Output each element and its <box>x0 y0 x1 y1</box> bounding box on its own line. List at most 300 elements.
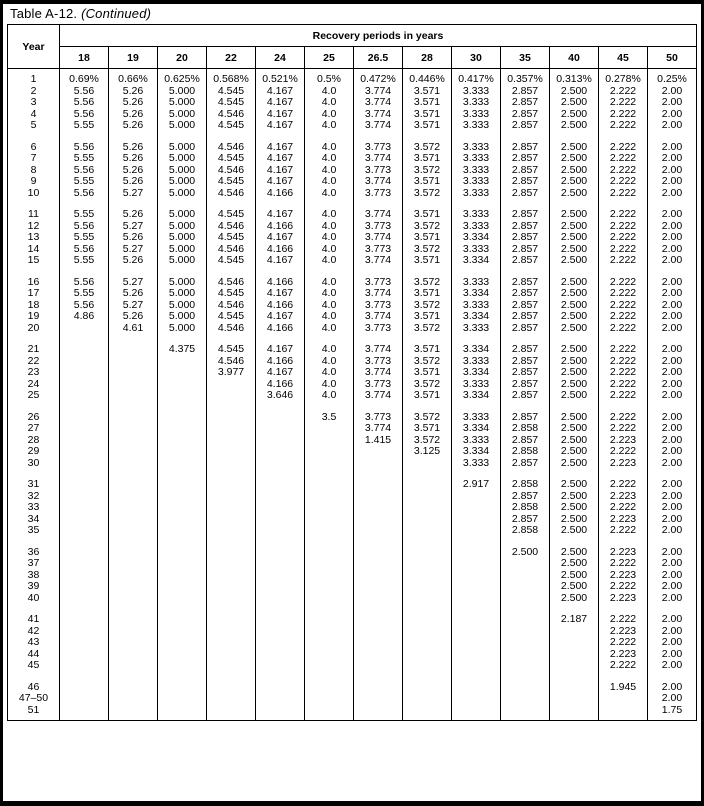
rate-cell <box>109 344 158 356</box>
rate-cell: 2.223 <box>599 626 648 638</box>
column-header-row <box>8 47 697 69</box>
table-row-year-17 <box>8 288 697 300</box>
spacer-cell <box>256 199 305 209</box>
rate-cell: 5.56 <box>60 244 109 256</box>
table-header <box>8 25 697 69</box>
rate-cell: 5.55 <box>60 153 109 165</box>
rate-cell: 2.222 <box>599 367 648 379</box>
rate-cell: 2.857 <box>501 300 550 312</box>
rate-cell: 2.00 <box>648 300 697 312</box>
rate-cell <box>403 593 452 605</box>
rate-cell: 1.945 <box>599 682 648 694</box>
rate-cell <box>60 682 109 694</box>
year-cell: 40 <box>8 593 60 605</box>
rate-cell: 2.223 <box>599 491 648 503</box>
rate-cell <box>60 367 109 379</box>
table-row-year-15 <box>8 255 697 267</box>
spacer-cell <box>550 199 599 209</box>
table-row-year-9 <box>8 176 697 188</box>
rate-cell: 3.774 <box>354 176 403 188</box>
spacer-cell <box>60 469 109 479</box>
rate-cell: 3.774 <box>354 97 403 109</box>
spacer-cell <box>599 604 648 614</box>
rate-cell <box>158 693 207 705</box>
rate-cell: 2.00 <box>648 637 697 649</box>
rate-cell: 3.572 <box>403 356 452 368</box>
rate-cell: 5.26 <box>109 120 158 132</box>
rate-cell: 2.00 <box>648 97 697 109</box>
rate-cell <box>403 705 452 721</box>
rate-cell: 2.00 <box>648 446 697 458</box>
rate-cell: 4.546 <box>207 221 256 233</box>
spacer-cell <box>648 604 697 614</box>
rate-cell: 2.857 <box>501 458 550 470</box>
rate-cell <box>60 412 109 424</box>
rate-cell: 0.5% <box>305 69 354 86</box>
rate-cell <box>109 593 158 605</box>
rate-cell: 4.545 <box>207 311 256 323</box>
rate-cell <box>256 423 305 435</box>
rate-cell <box>109 558 158 570</box>
rate-cell: 4.0 <box>305 120 354 132</box>
rate-cell: 4.166 <box>256 379 305 391</box>
rate-cell: 3.571 <box>403 390 452 402</box>
rate-cell: 2.857 <box>501 255 550 267</box>
table-row-year-6 <box>8 142 697 154</box>
rate-cell: 5.56 <box>60 188 109 200</box>
rate-cell <box>354 558 403 570</box>
rate-cell: 3.333 <box>452 244 501 256</box>
rate-cell <box>207 525 256 537</box>
spacer-cell <box>109 267 158 277</box>
rate-cell <box>207 649 256 661</box>
rate-cell <box>256 649 305 661</box>
rate-cell <box>256 547 305 559</box>
rate-cell: 3.572 <box>403 300 452 312</box>
rate-cell: 2.222 <box>599 209 648 221</box>
rate-cell: 2.00 <box>648 514 697 526</box>
rate-cell <box>256 626 305 638</box>
year-cell: 26 <box>8 412 60 424</box>
rate-cell: 2.500 <box>550 300 599 312</box>
group-header-row <box>8 25 697 47</box>
rate-cell: 0.357% <box>501 69 550 86</box>
year-cell: 20 <box>8 323 60 335</box>
rate-cell <box>60 446 109 458</box>
rate-cell: 2.500 <box>550 502 599 514</box>
rate-cell <box>109 502 158 514</box>
rate-cell <box>60 693 109 705</box>
rate-cell: 2.500 <box>550 153 599 165</box>
rate-cell: 2.500 <box>550 435 599 447</box>
rate-cell: 4.167 <box>256 153 305 165</box>
rate-cell <box>403 637 452 649</box>
rate-cell: 3.333 <box>452 412 501 424</box>
rate-cell: 2.00 <box>648 323 697 335</box>
year-cell: 31 <box>8 479 60 491</box>
rate-cell: 3.334 <box>452 390 501 402</box>
year-cell: 19 <box>8 311 60 323</box>
year-cell: 18 <box>8 300 60 312</box>
rate-cell: 0.417% <box>452 69 501 86</box>
rate-cell: 5.26 <box>109 255 158 267</box>
rate-cell: 2.222 <box>599 165 648 177</box>
rate-cell: 2.858 <box>501 446 550 458</box>
year-cell: 47–50 <box>8 693 60 705</box>
rate-cell: 5.56 <box>60 109 109 121</box>
rate-cell: 2.00 <box>648 356 697 368</box>
year-cell: 37 <box>8 558 60 570</box>
year-cell: 41 <box>8 614 60 626</box>
rate-cell: 2.500 <box>550 356 599 368</box>
spacer-cell <box>648 672 697 682</box>
rate-cell: 5.000 <box>158 232 207 244</box>
rate-cell <box>305 660 354 672</box>
spacer-row <box>8 604 697 614</box>
rate-cell: 5.000 <box>158 288 207 300</box>
rate-cell <box>109 423 158 435</box>
rate-cell: 5.000 <box>158 97 207 109</box>
column-header-45: 45 <box>599 47 648 69</box>
rate-cell: 3.572 <box>403 244 452 256</box>
rate-cell: 2.222 <box>599 288 648 300</box>
rate-cell: 5.26 <box>109 97 158 109</box>
rate-cell: 4.0 <box>305 165 354 177</box>
rate-cell <box>207 705 256 721</box>
rate-cell <box>158 705 207 721</box>
rate-cell: 3.571 <box>403 176 452 188</box>
rate-cell <box>60 435 109 447</box>
rate-cell: 2.222 <box>599 323 648 335</box>
rate-cell: 3.774 <box>354 232 403 244</box>
spacer-cell <box>452 267 501 277</box>
rate-cell <box>256 637 305 649</box>
rate-cell <box>158 514 207 526</box>
rate-cell: 2.500 <box>550 209 599 221</box>
spacer-cell <box>452 402 501 412</box>
spacer-cell <box>207 267 256 277</box>
year-cell: 4 <box>8 109 60 121</box>
year-cell: 39 <box>8 581 60 593</box>
rate-cell <box>207 514 256 526</box>
year-cell: 3 <box>8 97 60 109</box>
rate-cell: 0.66% <box>109 69 158 86</box>
rate-cell <box>207 626 256 638</box>
table-row-year-26 <box>8 412 697 424</box>
rate-cell: 5.56 <box>60 300 109 312</box>
rate-cell: 3.333 <box>452 109 501 121</box>
rate-cell: 3.774 <box>354 209 403 221</box>
rate-cell: 3.773 <box>354 277 403 289</box>
rate-cell: 4.0 <box>305 379 354 391</box>
rate-cell <box>305 435 354 447</box>
rate-cell: 3.333 <box>452 277 501 289</box>
rate-cell: 2.00 <box>648 86 697 98</box>
year-cell: 33 <box>8 502 60 514</box>
rate-cell: 3.333 <box>452 176 501 188</box>
spacer-row <box>8 537 697 547</box>
rate-cell <box>207 570 256 582</box>
rate-cell: 3.334 <box>452 344 501 356</box>
rate-cell: 2.857 <box>501 165 550 177</box>
rate-cell: 5.27 <box>109 244 158 256</box>
rate-cell <box>158 367 207 379</box>
rate-cell: 2.500 <box>550 221 599 233</box>
rate-cell: 2.00 <box>648 165 697 177</box>
rate-cell: 2.222 <box>599 660 648 672</box>
rate-cell <box>305 525 354 537</box>
spacer-cell <box>354 402 403 412</box>
year-cell: 14 <box>8 244 60 256</box>
rate-cell: 3.572 <box>403 277 452 289</box>
rate-cell <box>305 479 354 491</box>
rate-cell: 3.5 <box>305 412 354 424</box>
rate-cell: 4.0 <box>305 209 354 221</box>
column-header-35: 35 <box>501 47 550 69</box>
rate-cell: 2.00 <box>648 649 697 661</box>
rate-cell: 2.222 <box>599 97 648 109</box>
rate-cell: 2.222 <box>599 255 648 267</box>
table-row-year-18 <box>8 300 697 312</box>
spacer-cell <box>109 402 158 412</box>
rate-cell: 4.545 <box>207 288 256 300</box>
year-cell: 42 <box>8 626 60 638</box>
rate-cell: 5.55 <box>60 176 109 188</box>
rate-cell <box>109 458 158 470</box>
year-cell: 51 <box>8 705 60 721</box>
spacer-cell <box>158 402 207 412</box>
spacer-cell <box>452 469 501 479</box>
year-cell: 1 <box>8 69 60 86</box>
rate-cell: 2.223 <box>599 649 648 661</box>
rate-cell: 4.545 <box>207 97 256 109</box>
spacer-cell <box>648 199 697 209</box>
spacer-cell <box>60 402 109 412</box>
rate-cell: 3.125 <box>403 446 452 458</box>
spacer-cell <box>452 604 501 614</box>
rate-cell <box>403 558 452 570</box>
rate-cell: 4.167 <box>256 142 305 154</box>
spacer-cell <box>354 604 403 614</box>
rate-cell: 2.00 <box>648 255 697 267</box>
spacer-cell <box>256 672 305 682</box>
rate-cell <box>60 423 109 435</box>
rate-cell: 4.166 <box>256 221 305 233</box>
rate-cell: 4.0 <box>305 153 354 165</box>
rate-cell: 5.26 <box>109 311 158 323</box>
rate-cell <box>354 525 403 537</box>
table-row-year-23 <box>8 367 697 379</box>
rate-cell: 3.333 <box>452 188 501 200</box>
spacer-row <box>8 469 697 479</box>
rate-cell: 2.500 <box>550 244 599 256</box>
rate-cell: 2.222 <box>599 502 648 514</box>
table-row-year-16 <box>8 277 697 289</box>
rate-cell: 2.00 <box>648 390 697 402</box>
spacer-cell <box>305 537 354 547</box>
rate-cell: 3.571 <box>403 120 452 132</box>
spacer-cell <box>550 537 599 547</box>
rate-cell: 3.334 <box>452 423 501 435</box>
rate-cell: 2.500 <box>550 344 599 356</box>
rate-cell: 2.500 <box>550 479 599 491</box>
rate-cell: 3.333 <box>452 379 501 391</box>
year-cell: 10 <box>8 188 60 200</box>
rate-cell: 2.500 <box>550 188 599 200</box>
rate-cell: 4.86 <box>60 311 109 323</box>
table-row-year-40 <box>8 593 697 605</box>
rate-cell: 3.333 <box>452 356 501 368</box>
rate-cell: 2.857 <box>501 86 550 98</box>
rate-cell: 2.500 <box>550 412 599 424</box>
rate-cell: 2.222 <box>599 558 648 570</box>
rate-cell: 2.00 <box>648 153 697 165</box>
table-row-year-21 <box>8 344 697 356</box>
rate-cell: 4.167 <box>256 311 305 323</box>
table-row-year-12 <box>8 221 697 233</box>
rate-cell: 2.500 <box>550 581 599 593</box>
rate-cell: 2.222 <box>599 300 648 312</box>
rate-cell <box>109 693 158 705</box>
spacer-cell <box>550 672 599 682</box>
rate-cell <box>501 558 550 570</box>
rate-cell: 2.500 <box>550 491 599 503</box>
rate-cell <box>109 379 158 391</box>
table-row-year-1 <box>8 69 697 86</box>
spacer-cell <box>550 267 599 277</box>
rate-cell: 2.857 <box>501 344 550 356</box>
rate-cell: 2.857 <box>501 379 550 391</box>
rate-cell: 2.223 <box>599 570 648 582</box>
rate-cell <box>354 581 403 593</box>
rate-cell: 4.546 <box>207 277 256 289</box>
spacer-cell <box>403 402 452 412</box>
rate-cell: 4.0 <box>305 344 354 356</box>
rate-cell: 5.27 <box>109 277 158 289</box>
rate-cell <box>403 570 452 582</box>
rate-cell: 2.222 <box>599 412 648 424</box>
rate-cell <box>60 356 109 368</box>
rate-cell <box>158 649 207 661</box>
spacer-cell <box>60 334 109 344</box>
rate-cell <box>305 547 354 559</box>
rate-cell <box>501 693 550 705</box>
rate-cell: 3.977 <box>207 367 256 379</box>
rate-cell <box>354 593 403 605</box>
rate-cell <box>256 705 305 721</box>
rate-cell: 2.222 <box>599 153 648 165</box>
table-title-main: Table A-12. <box>10 6 78 21</box>
rate-cell: 4.375 <box>158 344 207 356</box>
rate-cell: 4.0 <box>305 356 354 368</box>
rate-cell <box>354 649 403 661</box>
rate-cell: 5.000 <box>158 255 207 267</box>
rate-cell: 3.774 <box>354 255 403 267</box>
spacer-cell <box>256 132 305 142</box>
rate-cell: 2.222 <box>599 581 648 593</box>
rate-cell: 3.572 <box>403 188 452 200</box>
rate-cell: 0.278% <box>599 69 648 86</box>
rate-cell: 3.333 <box>452 221 501 233</box>
rate-cell: 2.00 <box>648 379 697 391</box>
table-row-year-27 <box>8 423 697 435</box>
rate-cell: 2.222 <box>599 379 648 391</box>
rate-cell: 3.774 <box>354 390 403 402</box>
rate-cell: 2.500 <box>550 109 599 121</box>
rate-cell: 5.000 <box>158 300 207 312</box>
spacer-cell <box>648 132 697 142</box>
rate-cell: 4.167 <box>256 97 305 109</box>
rate-cell <box>354 458 403 470</box>
column-header-28: 28 <box>403 47 452 69</box>
spacer-cell <box>599 469 648 479</box>
spacer-cell <box>207 672 256 682</box>
spacer-cell <box>305 469 354 479</box>
rate-cell: 2.00 <box>648 593 697 605</box>
rate-cell <box>109 491 158 503</box>
rate-cell: 5.000 <box>158 221 207 233</box>
rate-cell: 3.572 <box>403 165 452 177</box>
spacer-cell <box>305 402 354 412</box>
rate-cell: 5.000 <box>158 311 207 323</box>
rate-cell: 3.646 <box>256 390 305 402</box>
rate-cell: 2.857 <box>501 142 550 154</box>
rate-cell: 2.500 <box>550 176 599 188</box>
rate-cell: 2.857 <box>501 514 550 526</box>
rate-cell <box>256 525 305 537</box>
spacer-cell <box>354 334 403 344</box>
year-column-header: Year <box>8 25 60 69</box>
rate-cell: 2.857 <box>501 277 550 289</box>
rate-cell: 2.222 <box>599 221 648 233</box>
rate-cell: 1.415 <box>354 435 403 447</box>
rate-cell: 2.500 <box>550 288 599 300</box>
rate-cell: 3.334 <box>452 232 501 244</box>
rate-cell: 3.333 <box>452 97 501 109</box>
year-cell: 29 <box>8 446 60 458</box>
rate-cell <box>60 660 109 672</box>
rate-cell <box>109 649 158 661</box>
rate-cell: 5.56 <box>60 97 109 109</box>
rate-cell: 3.773 <box>354 323 403 335</box>
spacer-cell <box>109 132 158 142</box>
spacer-cell <box>109 334 158 344</box>
rate-cell: 4.0 <box>305 86 354 98</box>
rate-cell <box>403 525 452 537</box>
spacer-cell <box>60 132 109 142</box>
rate-cell <box>207 581 256 593</box>
rate-cell: 4.546 <box>207 244 256 256</box>
spacer-row <box>8 199 697 209</box>
rate-cell: 2.00 <box>648 277 697 289</box>
year-cell: 5 <box>8 120 60 132</box>
rate-cell <box>207 412 256 424</box>
rate-cell: 3.571 <box>403 209 452 221</box>
rate-cell <box>60 323 109 335</box>
rate-cell <box>501 626 550 638</box>
table-title-continued: (Continued) <box>81 6 152 21</box>
rate-cell <box>354 637 403 649</box>
rate-cell: 2.858 <box>501 525 550 537</box>
rate-cell: 2.500 <box>550 97 599 109</box>
spacer-cell <box>501 604 550 614</box>
rate-cell <box>158 479 207 491</box>
rate-cell <box>403 547 452 559</box>
rate-cell <box>403 581 452 593</box>
rate-cell <box>207 502 256 514</box>
rate-cell: 2.00 <box>648 221 697 233</box>
rate-cell: 2.857 <box>501 323 550 335</box>
